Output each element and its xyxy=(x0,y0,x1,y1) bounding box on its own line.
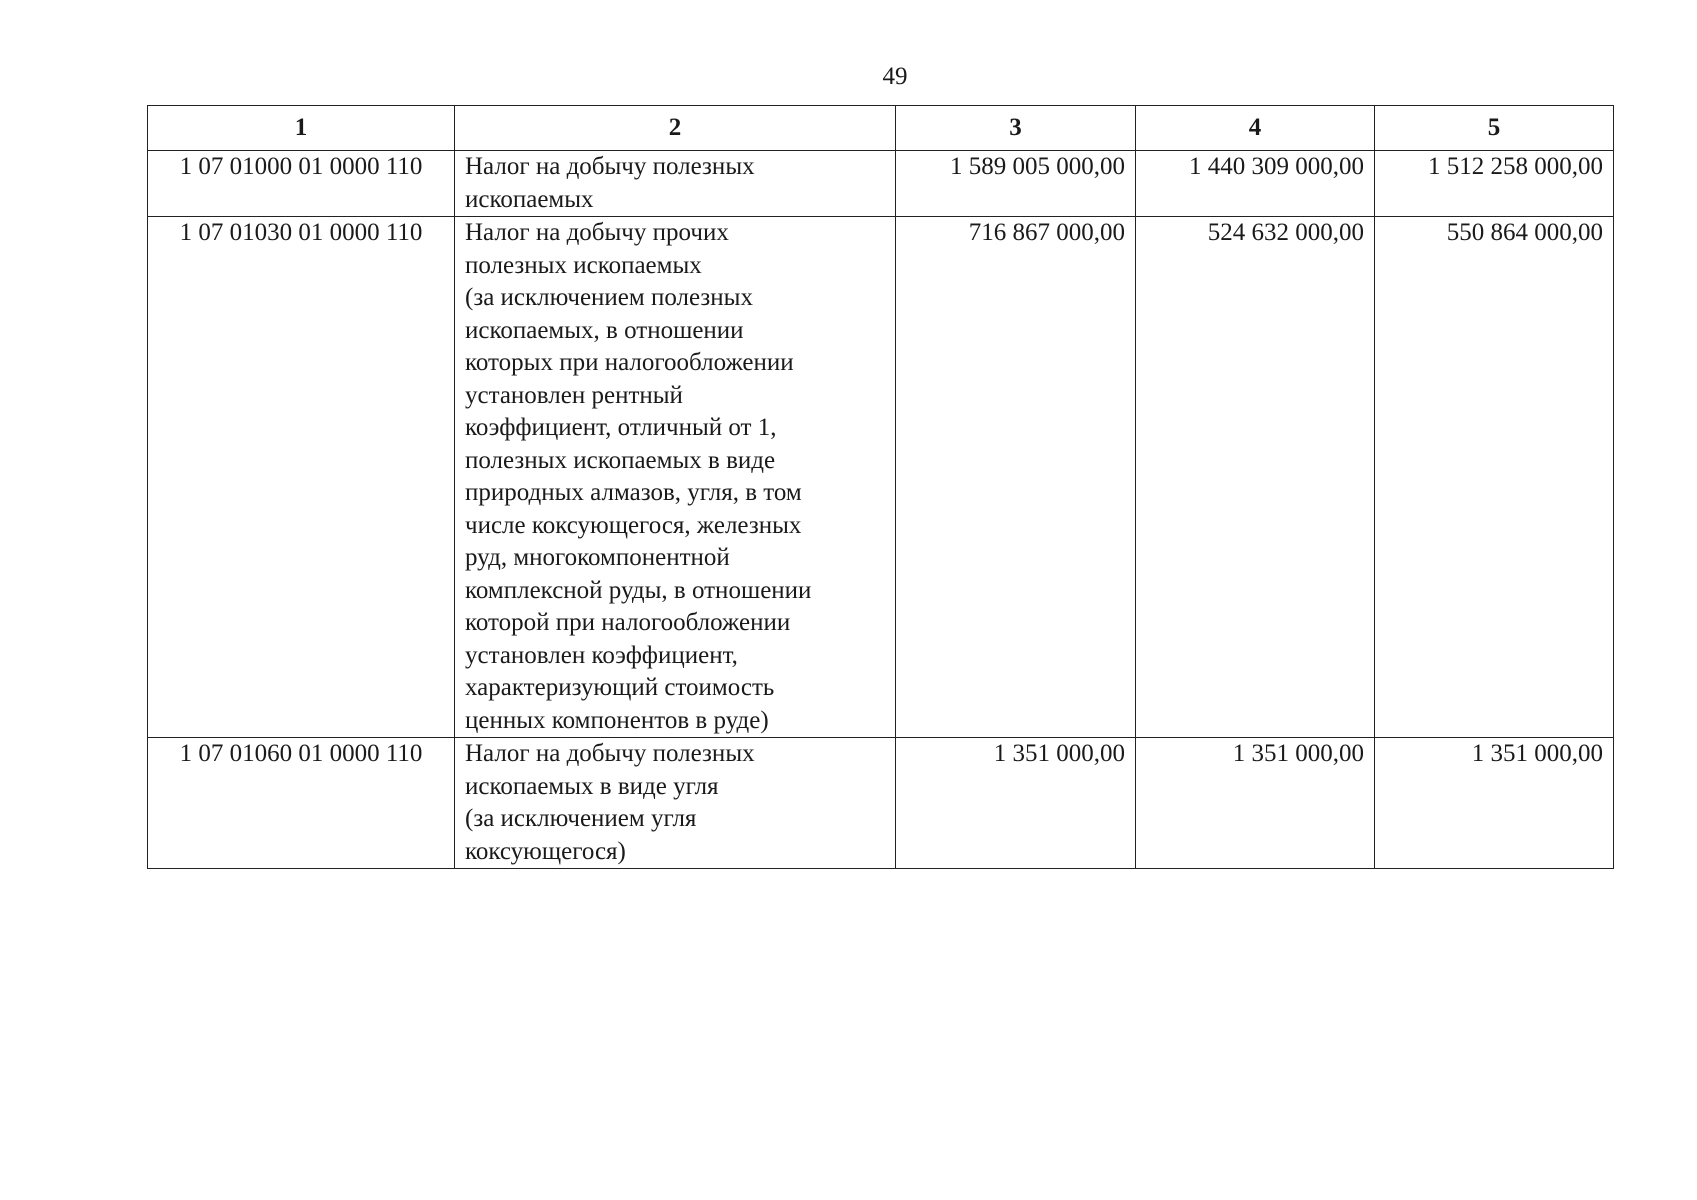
classification-code: 1 07 01060 01 0000 110 xyxy=(148,738,455,869)
revenue-table xyxy=(147,105,1614,869)
revenue-name-line: полезных ископаемых в виде xyxy=(465,446,776,474)
column-header-3: 3 xyxy=(896,106,1136,151)
revenue-name xyxy=(455,217,896,738)
amount-col-4: 1 351 000,00 xyxy=(1136,738,1375,869)
revenue-name-line: ископаемых в виде угля xyxy=(465,772,719,800)
amount-col-3: 716 867 000,00 xyxy=(896,217,1136,738)
revenue-name-line: комплексной руды, в отношении xyxy=(465,576,812,604)
amount-col-5: 1 351 000,00 xyxy=(1375,738,1614,869)
revenue-name-line: характеризующий стоимость xyxy=(465,674,775,701)
table-header xyxy=(148,106,1614,151)
column-header-5: 5 xyxy=(1375,106,1614,151)
header-row xyxy=(148,106,1614,151)
table-row xyxy=(148,151,1614,217)
revenue-name-line: полезных ископаемых xyxy=(465,251,702,279)
column-header-4: 4 xyxy=(1136,106,1375,151)
revenue-name xyxy=(455,151,896,217)
revenue-name-line: установлен коэффициент, xyxy=(465,641,738,669)
amount-col-5: 550 864 000,00 xyxy=(1375,217,1614,738)
revenue-name-line: которой при налогообложении xyxy=(465,609,791,636)
revenue-name-line: ценных компонентов в руде) xyxy=(465,706,769,734)
revenue-name-line: ископаемых, в отношении xyxy=(465,316,744,344)
revenue-name-line: руд, многокомпонентной xyxy=(465,544,730,571)
amount-col-4: 524 632 000,00 xyxy=(1136,217,1375,738)
revenue-name-line: установлен рентный xyxy=(465,381,683,409)
column-header-2: 2 xyxy=(455,106,896,151)
amount-col-4: 1 440 309 000,00 xyxy=(1136,151,1375,217)
revenue-name-line: (за исключением полезных xyxy=(465,284,753,311)
amount-col-3: 1 589 005 000,00 xyxy=(896,151,1136,217)
revenue-name-line: числе коксующегося, железных xyxy=(465,511,802,539)
revenue-name-line: коксующегося) xyxy=(465,837,626,865)
revenue-name-line: которых при налогообложении xyxy=(465,349,794,376)
table-body xyxy=(148,151,1614,869)
revenue-name-line: Налог на добычу прочих xyxy=(465,219,729,246)
revenue-name-line: коэффициент, отличный от 1, xyxy=(465,414,777,441)
table-row xyxy=(148,217,1614,738)
table-row xyxy=(148,738,1614,869)
classification-code: 1 07 01030 01 0000 110 xyxy=(148,217,455,738)
classification-code: 1 07 01000 01 0000 110 xyxy=(148,151,455,217)
page-number: 49 xyxy=(882,63,908,90)
amount-col-5: 1 512 258 000,00 xyxy=(1375,151,1614,217)
revenue-name-line: ископаемых xyxy=(465,185,594,213)
revenue-name xyxy=(455,738,896,869)
column-header-1: 1 xyxy=(148,106,455,151)
revenue-name-line: Налог на добычу полезных xyxy=(465,153,755,180)
amount-col-3: 1 351 000,00 xyxy=(896,738,1136,869)
revenue-name-line: природных алмазов, угля, в том xyxy=(465,479,802,506)
revenue-name-line: (за исключением угля xyxy=(465,805,697,832)
revenue-name-line: Налог на добычу полезных xyxy=(465,740,755,767)
